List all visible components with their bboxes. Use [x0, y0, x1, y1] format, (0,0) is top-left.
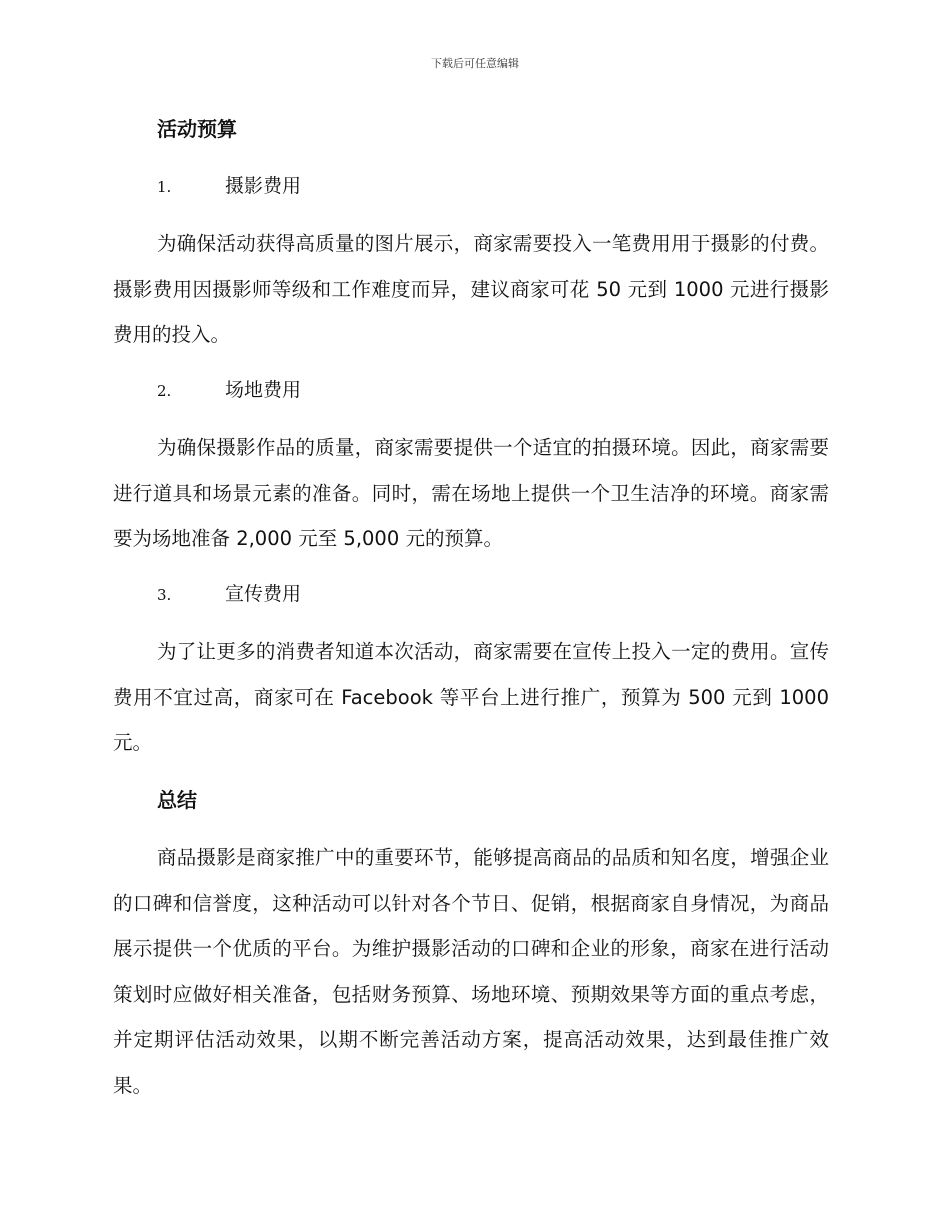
- section-title-budget: 活动预算: [157, 117, 237, 141]
- item-label: 摄影费用: [225, 175, 302, 197]
- item-number: 1.: [157, 178, 172, 196]
- page-header-note: 下载后可任意编辑: [431, 57, 519, 70]
- paragraph-promotion: 为了让更多的消费者知道本次活动，商家需要在宣传上投入一定的费用。宣传费用不宜过高，商家可在 Facebook 等平台上进行推广，预算为 500 元到 1000 元。: [113, 640, 829, 754]
- item-number: 3.: [157, 586, 172, 604]
- budget-item-venue: [157, 381, 301, 400]
- budget-item-promotion: [157, 585, 301, 604]
- item-label: 场地费用: [225, 379, 302, 401]
- paragraph-venue: 为确保摄影作品的质量，商家需要提供一个适宜的拍摄环境。因此，商家需要进行道具和场景元素的准备。同时，需在场地上提供一个卫生洁净的环境。商家需要为场地准备 2,000 元至 5,000 元的预算。: [113, 436, 829, 550]
- item-label: 宣传费用: [225, 583, 302, 605]
- item-number: 2.: [157, 382, 172, 400]
- paragraph-photography: 为确保活动获得高质量的图片展示，商家需要投入一笔费用用于摄影的付费。摄影费用因摄影师等级和工作难度而异，建议商家可花 50 元到 1000 元进行摄影费用的投入。: [113, 232, 829, 346]
- paragraph-summary: 商品摄影是商家推广中的重要环节，能够提高商品的品质和知名度，增强企业的口碑和信誉度，这种活动可以针对各个节日、促销，根据商家自身情况，为商品展示提供一个优质的平台。为维护摄影活动的口碑和企业的形象，商家在进行活动策划时应做好相关准备，包括财务预算、场地环境、预期效果等方面的重点考虑，并定期评估活动效果，以期不断完善活动方案，提高活动效果，达到最佳推广效果。: [113, 846, 829, 1097]
- section-title-summary: 总结: [157, 788, 197, 812]
- budget-item-photography: [157, 177, 301, 196]
